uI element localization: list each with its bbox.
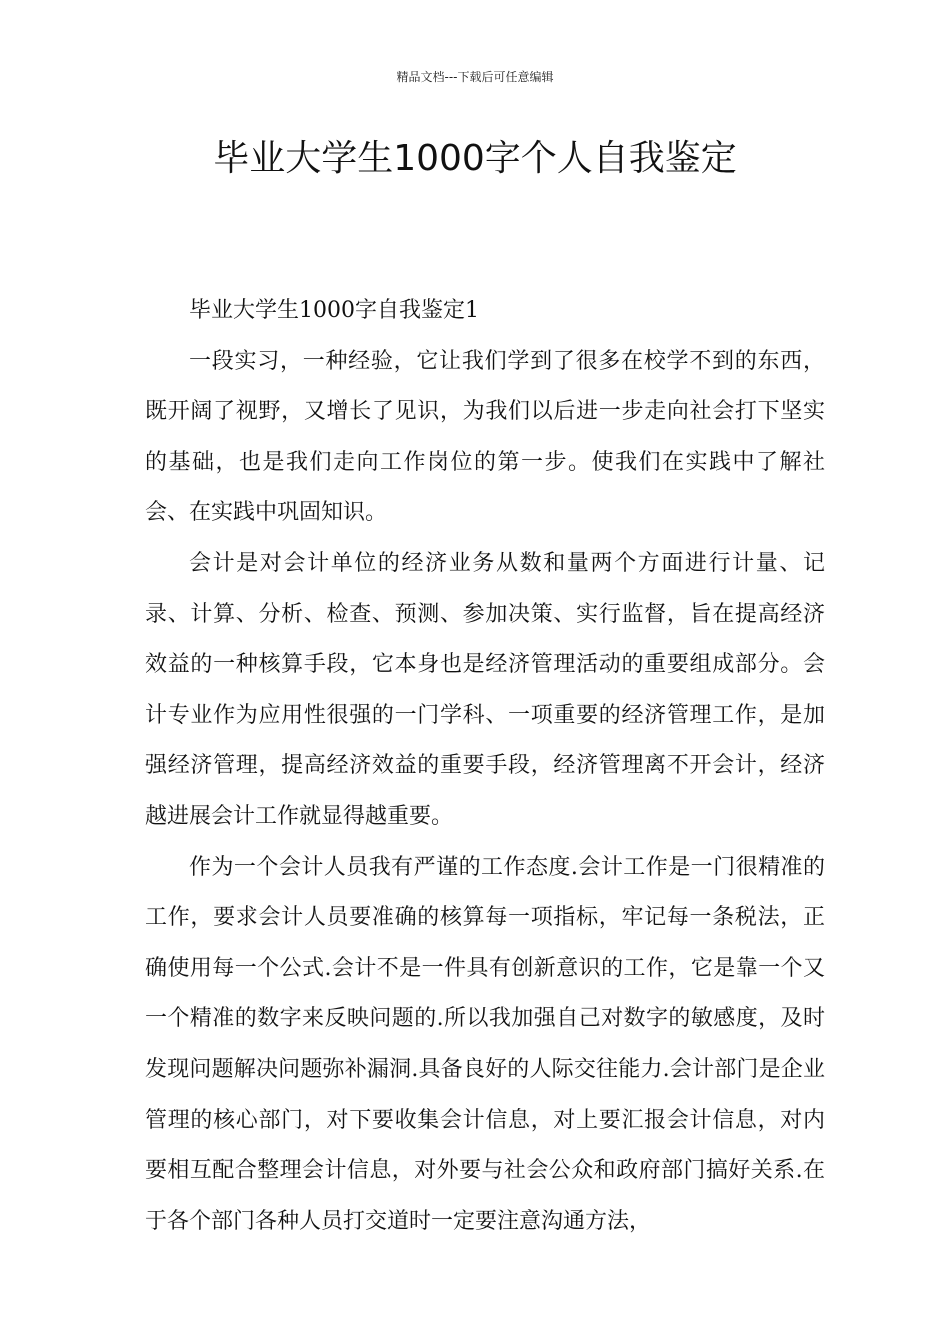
- document-body: [145, 286, 825, 1247]
- paragraph-3: 作为一个会计人员我有严谨的工作态度.会计工作是一门很精准的工作，要求会计人员要准确的核算每一项指标，牢记每一条税法，正确使用每一个公式.会计不是一件具有创新意识的工作，它是靠一个又一个精准的数字来反映问题的.所以我加强自己对数字的敏感度，及时发现问题解决问题弥补漏洞.具备良好的人际交往能力.会计部门是企业管理的核心部门，对下要收集会计信息，对上要汇报会计信息，对内要相互配合整理会计信息，对外要与社会公众和政府部门搞好关系.在于各个部门各种人员打交道时一定要注意沟通方法，: [145, 854, 825, 1234]
- header-note: 精品文档---下载后可任意编辑: [396, 70, 554, 84]
- document-title: 毕业大学生1000字个人自我鉴定: [213, 138, 737, 179]
- paragraph-2: 会计是对会计单位的经济业务从数和量两个方面进行计量、记录、计算、分析、检查、预测、参加决策、实行监督，旨在提高经济效益的一种核算手段，它本身也是经济管理活动的重要组成部分。会计专业作为应用性很强的一门学科、一项重要的经济管理工作，是加强经济管理，提高经济效益的重要手段，经济管理离不开会计，经济越进展会计工作就显得越重要。: [145, 550, 825, 829]
- section-heading: 毕业大学生1000字自我鉴定1: [189, 298, 479, 323]
- paragraph-1: 一段实习，一种经验，它让我们学到了很多在校学不到的东西，既开阔了视野，又增长了见识，为我们以后进一步走向社会打下坚实的基础，也是我们走向工作岗位的第一步。使我们在实践中了解社会、在实践中巩固知识。: [145, 348, 825, 526]
